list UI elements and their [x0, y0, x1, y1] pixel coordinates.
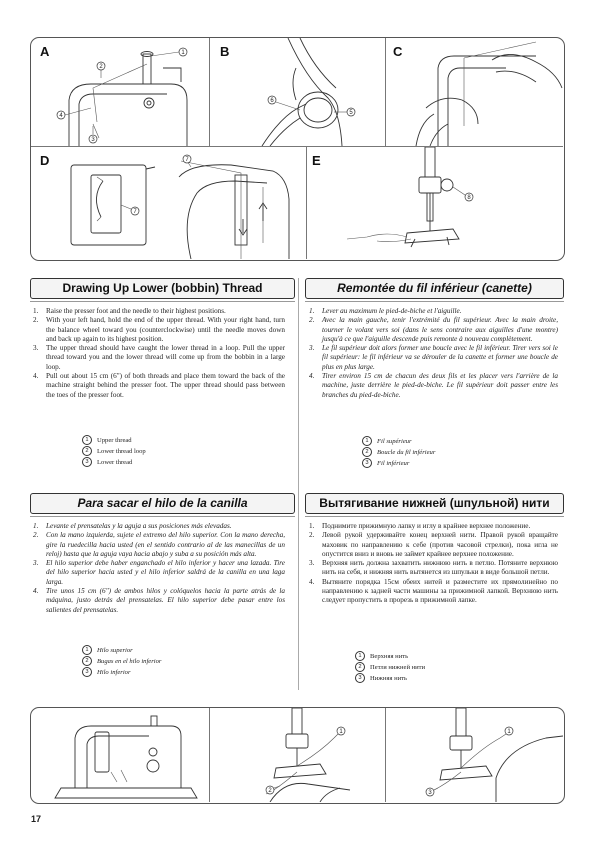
- heading-underline: [305, 516, 564, 517]
- panel-a: [31, 38, 209, 146]
- threads-behind-foot-illustration: [386, 708, 563, 802]
- panel-label-a: A: [40, 44, 50, 59]
- callout-number: 1: [339, 729, 343, 735]
- step-item: 4. Вытяните порядка 15см обеих нитей и разместите их прямолинейно по направлению к задней части машины за прижимной лапкой. Верхнюю нить следует пропустить в прорезь в прижимной лапке.: [309, 577, 558, 605]
- panel-label-b: B: [220, 44, 230, 59]
- heading-underline: [30, 301, 295, 302]
- step-item: 2. Левой рукой удерживайте конец верхней нити. Правой рукой вращайте маховик по направлению к себе (против часовой стрелки), пока игла не опустится вниз и вновь не займет крайнее верхнее положение.: [309, 531, 558, 558]
- presser-foot-threads-back-illustration: [307, 147, 563, 259]
- legend-item: 1 Hilo superior: [82, 645, 161, 656]
- legend-item: 1 Верхняя нить: [355, 651, 425, 662]
- panel-label-c: C: [393, 44, 403, 59]
- step-item: 2. Con la mano izquierda, sujete el extremo del hilo superior. Con la mano derecha, gire la ruedecilla hacia usted (en el sentido contrario al de las manecillas de un reloj) hasta que la aguja vaya hacia abajo y suba a su posición más alta.: [33, 531, 285, 558]
- step-item: 3. El hilo superior debe haber enganchado el hilo inferior y hacer una lazada. Tire del hilo superior hacia usted y el hilo inferior saldrá de la canilla en una laga larga.: [33, 559, 285, 586]
- step-item: 1. Raise the presser foot and the needle to their highest positions.: [33, 307, 226, 315]
- callout-number: 2: [268, 788, 272, 794]
- legend-item: 3 Hilo inferior: [82, 667, 161, 678]
- callout-number: 6: [270, 98, 274, 104]
- section-heading-russian: Вытягивание нижней (шпульной) нити: [305, 493, 564, 514]
- step-item: 4. Tirer environ 15 cm de chacun des deux fils et les placer vers l'arrière de la machine, juste derrière le pied-de-biche. Le fil supérieur doit passer entre les branches du pied-de-biche.: [309, 372, 558, 399]
- step-item: 3. Le fil supérieur doit alors former une boucle avec le fil inférieur. Tirer vers soi le fil supérieur: le fil inférieur va se dérouler de la canette et former une boucle de plus en plus large.: [309, 344, 558, 371]
- step-item: 1. Поднимите прижимную лапку и иглу в крайнее верхнее положение.: [309, 522, 531, 530]
- step-item: 2. Avec la main gauche, tenir l'extrémité du fil supérieur. Avec la main droite, tourner le volant vers soi (dans le sens contraire aux aiguilles d'une montre) jusqu'à ce que l'aiguille descende puis remonte à nouveau complètement.: [309, 316, 558, 343]
- callout-number: 8: [467, 195, 471, 201]
- step-item: 1. Levante el prensatelas y la aguja a sus posiciones más elevadas.: [33, 522, 232, 530]
- panel-label-d: D: [40, 153, 50, 168]
- step-item: 3. The upper thread should have caught the lower thread in a loop. Pull the upper thread toward you and the lower thread will come up from the bobbin in a large loop.: [33, 344, 285, 371]
- instruction-steps-english: [33, 307, 285, 400]
- legend-french: [362, 436, 435, 469]
- legend-item: 1 Fil supérieur: [362, 436, 435, 447]
- instruction-steps-french: [309, 307, 558, 400]
- legend-item: 3 Fil inférieur: [362, 458, 435, 469]
- legend-item: 2 Lower thread loop: [82, 446, 146, 457]
- section-heading-french: Remontée du fil inférieur (canette): [305, 278, 564, 299]
- step-item: 4. Tire unos 15 cm (6") de ambos hilos y colóquelos hacia la parte atrás de la máquina, justo detrás del prensatelas. El hilo superior debe pasar entre los salientes del prensatelas.: [33, 587, 285, 614]
- legend-item: 3 Lower thread: [82, 457, 146, 468]
- legend-item: 2 Петля нижней нити: [355, 662, 425, 673]
- pulling-threads-illustration: [210, 708, 385, 802]
- panel-c: [386, 38, 563, 146]
- callout-number: 1: [181, 50, 185, 56]
- callout-number: 7: [185, 157, 189, 163]
- callout-number: 2: [99, 64, 103, 70]
- section-heading-spanish: Para sacar el hilo de la canilla: [30, 493, 295, 514]
- needle-thread-pickup-illustration: [31, 147, 306, 259]
- legend-item: 2 Bugas en el hilo inferior: [82, 656, 161, 667]
- instruction-steps-russian: [309, 522, 558, 606]
- step-item: 1. Lever au maximum le pied-de-biche et l'aiguille.: [309, 307, 462, 315]
- hands-holding-thread-illustration: [386, 38, 563, 146]
- step-item: 2. With your left hand, hold the end of the upper thread. With your right hand, turn the balance wheel toward you (counterclockwise) until the needle moves down and back up again to its highest position.: [33, 316, 285, 343]
- callout-number: 3: [428, 790, 432, 796]
- callout-number: 1: [507, 729, 511, 735]
- legend-english: [82, 435, 146, 468]
- legend-russian: [355, 651, 425, 684]
- callout-number: 4: [59, 113, 63, 119]
- bottom-panel-hand-threads: [210, 708, 385, 802]
- callout-number: 5: [349, 110, 353, 116]
- panel-e: [307, 147, 563, 259]
- sewing-machine-overview-illustration: [31, 708, 209, 802]
- legend-spanish: [82, 645, 161, 678]
- step-item: 4. Pull out about 15 cm (6") of both threads and place them toward the back of the machine straight behind the presser foot. The upper thread should pass between the toes of the presser foot.: [33, 372, 285, 399]
- legend-item: 1 Upper thread: [82, 435, 146, 446]
- panel-label-e: E: [312, 153, 321, 168]
- column-divider: [298, 278, 299, 690]
- sewing-machine-top-illustration: [31, 38, 209, 146]
- section-heading-english: Drawing Up Lower (bobbin) Thread: [30, 278, 295, 299]
- legend-item: 2 Boucle du fil inférieur: [362, 447, 435, 458]
- page-number: 17: [31, 814, 42, 824]
- heading-underline: [30, 516, 295, 517]
- panel-d: [31, 147, 306, 259]
- callout-number: 7: [133, 209, 137, 215]
- panel-b: [210, 38, 385, 146]
- callout-number: 3: [91, 137, 95, 143]
- instruction-steps-spanish: [33, 522, 285, 615]
- step-item: 3. Верхняя нить должна захватить нижнюю нить в петлю. Потяните верхнюю нить на себя, и нижняя нить вытянется из шпульки в виде большой петли.: [309, 559, 558, 577]
- heading-underline: [305, 301, 564, 302]
- bottom-panel-threads-back: [386, 708, 563, 802]
- balance-wheel-illustration: [210, 38, 385, 146]
- bottom-panel-machine: [31, 708, 209, 802]
- legend-item: 3 Нижняя нить: [355, 673, 425, 684]
